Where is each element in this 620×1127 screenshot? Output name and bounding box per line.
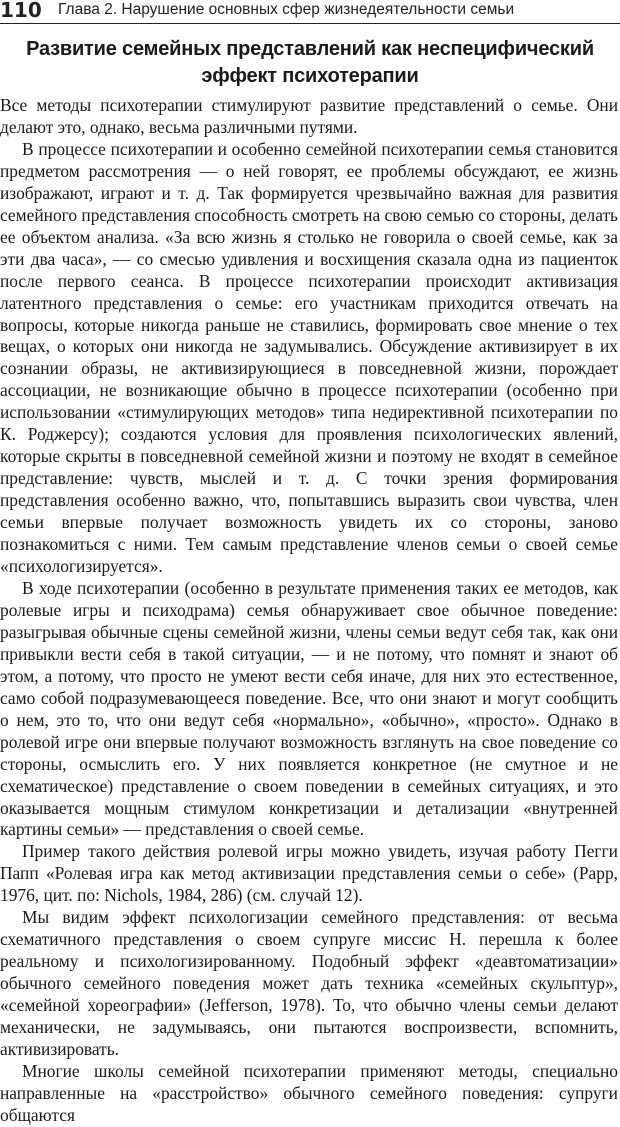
running-header <box>0 0 620 24</box>
chapter-title: Глава 2. Нарушение основных сфер жизнедеятельности семьи <box>58 1 515 18</box>
paragraph-5: Мы видим эффект психологизации семейного представления: от весьма схематичного представления о своем супруге миссис Н. перешла к более реальному и психологизированному. Подобный эффект «деавтоматизации» обычного семейного поведения может дать техника «семейных скульптур», «семейной хореографии» (Jefferson, 1978). То, что обычно члены семьи делают механически, не задумываясь, они пытаются воспроизвести, вспомнить, активизировать. <box>0 907 618 1059</box>
section-title-line-1: Развитие семейных представлений как неспецифический <box>26 38 594 60</box>
paragraph-2: В процессе психотерапии и особенно семейной психотерапии семья становится предметом рассмотрения — о ней говорят, ее проблемы обсуждают, ее жизнь изображают, играют и т. д. Так формируется чрезвычайно важная для развития семейного представления способность смотреть на свою семью со стороны, делать ее объектом анализа. «За всю жизнь я столько не говорила о своей семье, как за эти два часа», — со смесью удивления и восхищения сказала одна из пациенток после первого сеанса. В процессе психотерапии происходит активизация латентного представления о семье: его участникам приходится отвечать на вопросы, которые никогда раньше не ставились, формировать свое мнение о тех вещах, о которых они никогда не задумывались. Обсуждение активизирует в их сознании образы, не активизирующиеся в повседневной жизни, порождает ассоциации, не возникающие обычно в процессе психотерапии (особенно при использовании «стимулирующих методов» типа недирективной психотерапии по К. Роджерсу); создаются условия для проявления психологических явлений, которые скрыты в повседневной семейной жизни и поэтому не входят в семейное представление: чувств, мыслей и т. д. С точки зрения формирования представления особенно важно, что, попытавшись выразить свои чувства, член семьи впервые получает возможность увидеть их со стороны, заново познакомиться с ними. Тем самым представление членов семьи о своей семье «психологизируется». <box>0 138 618 577</box>
page-number: 110 <box>0 0 42 22</box>
section-title-line-2: эффект психотерапии <box>201 65 419 87</box>
paragraph-3: В ходе психотерапии (особенно в результате применения таких ее методов, как ролевые игры и психодрама) семья обнаруживает свое обычное поведение: разыгрывая обычные сцены семейной жизни, члены семьи ведут себя так, как они привыкли вести себя в такой ситуации, — и не потому, что помнят и знают об этом, а потому, что просто не умеют вести себя иначе, для них это естественное, само собой подразумевающееся поведение. Все, что они знают и могут сообщить о нем, это то, что они ведут себя «нормально», «обычно», «просто». Однако в ролевой игре они впервые получают возможность взглянуть на свое поведение со стороны, осмыслить его. У них появляется конкретное (не смутное и не схематическое) представление о своем поведении в семейных ситуациях, и это оказывается мощным стимулом конкретизации и детализации «внутренней картины семьи» — представления о своей семье. <box>0 577 618 840</box>
paragraph-6: Многие школы семейной психотерапии применяют методы, специально направленные на «расстройство» обычного семейного поведения: супруги общаются <box>0 1060 618 1125</box>
body-text <box>0 95 618 1127</box>
paragraph-4: Пример такого действия ролевой игры можно увидеть, изучая работу Пегги Папп «Ролевая игра как метод активизации представления семьи о себе» (Papp, 1976, цит. по: Nichols, 1984, 286) (см. случай 12). <box>0 841 618 906</box>
section-heading <box>0 36 620 90</box>
paragraph-1: Все методы психотерапии стимулируют развитие представлений о семье. Они делают это, однако, весьма различными путями. <box>0 95 618 137</box>
